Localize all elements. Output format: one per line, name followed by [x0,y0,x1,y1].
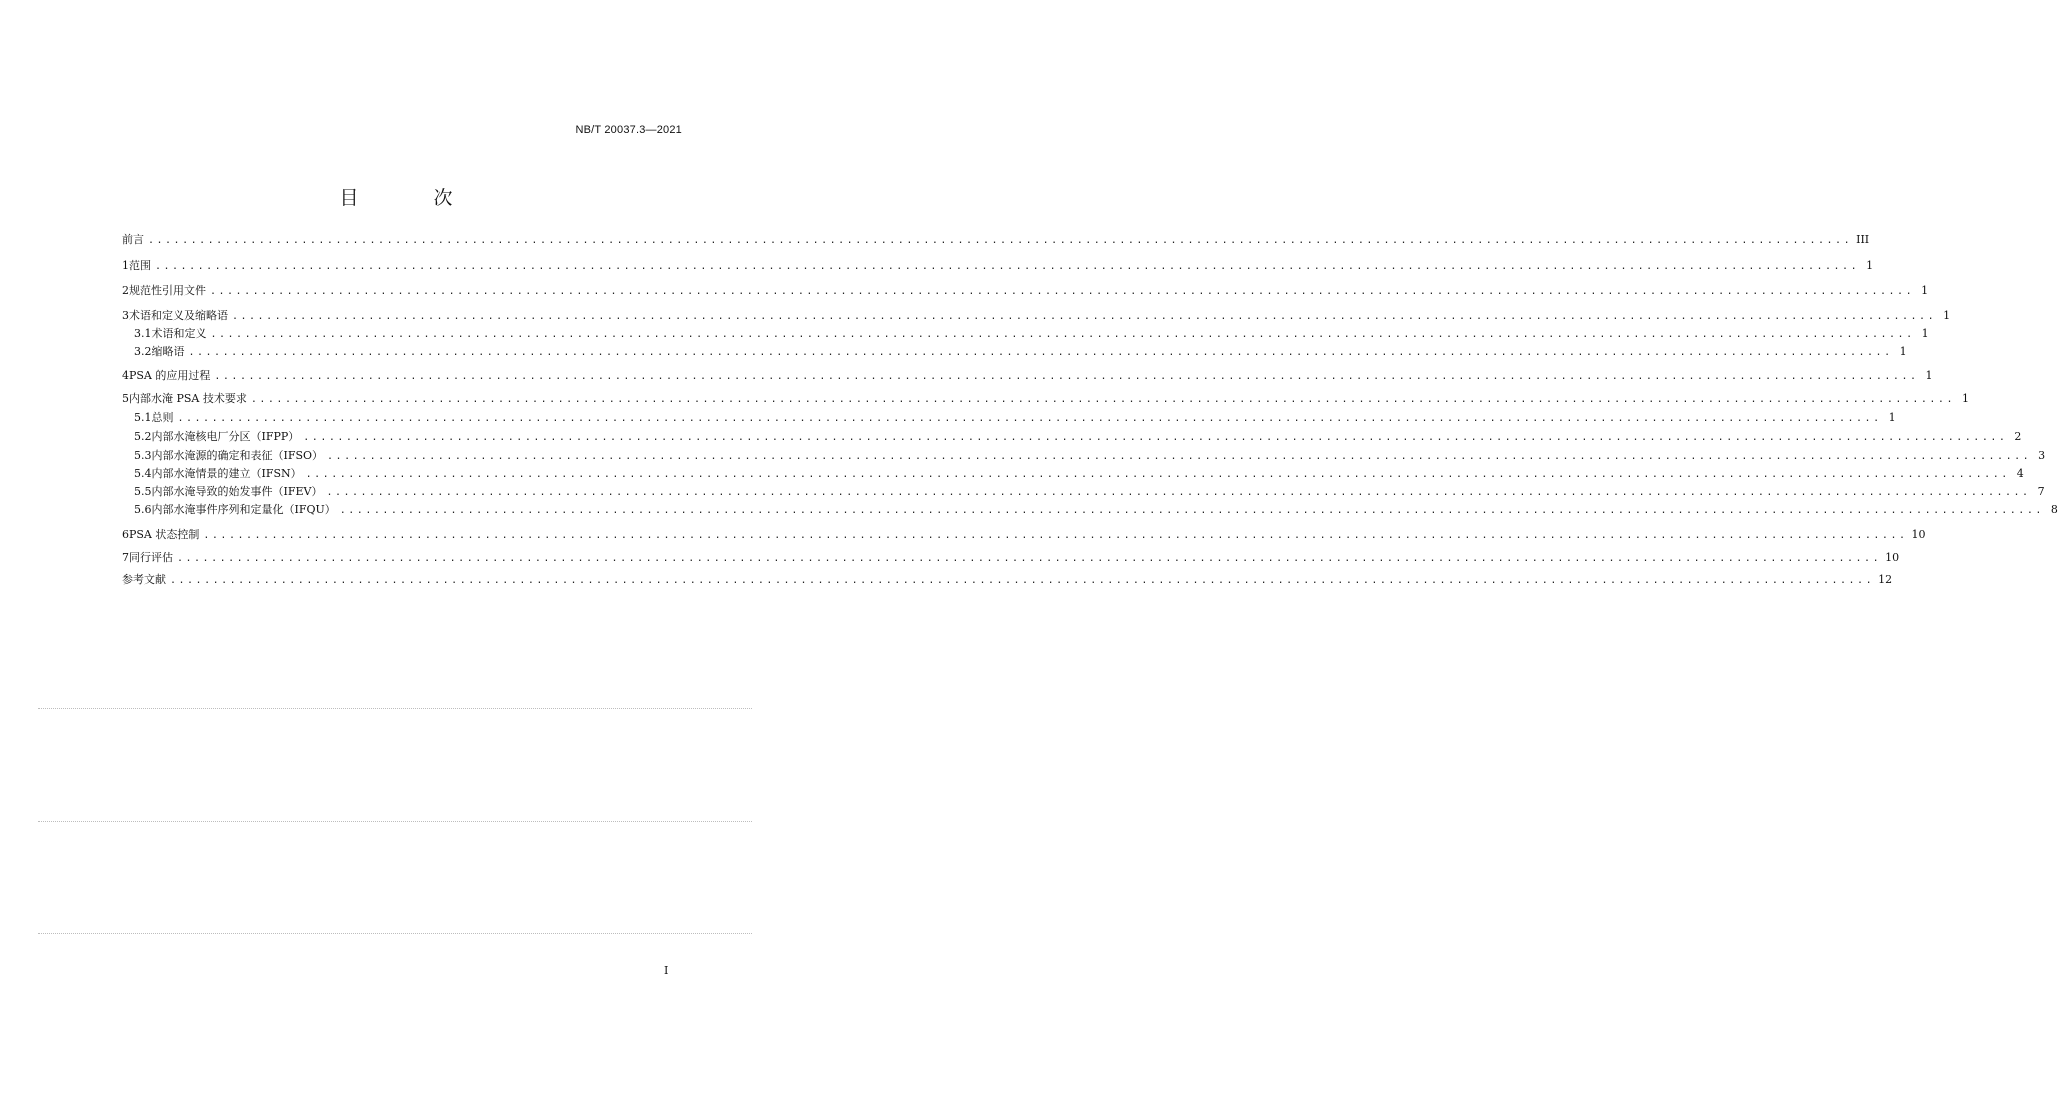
toc-entry-number: 5.6 [134,503,152,516]
toc-entry-5-3[interactable] [134,448,2046,465]
toc-entry-page: 3 [2038,449,2046,462]
toc-entry-label: 内部水淹情景的建立（IFSN） [151,467,302,480]
toc-entry-label: 总则 [151,411,174,424]
toc-dot-leader: ........................................................................................................................................................................................................ [170,575,1875,586]
toc-dot-leader: ........................................................................................................................................................................................................ [339,505,2044,516]
toc-entry-3-1[interactable] [134,326,1929,343]
toc-dot-leader: ........................................................................................................................................................................................................ [188,347,1893,358]
toc-entry-number: 5.3 [134,449,152,462]
toc-entry-7[interactable] [122,550,1900,567]
toc-dot-leader: ........................................................................................................................................................................................................ [177,413,1882,424]
toc-entry-number: 1 [122,259,129,272]
toc-entry-number: 5 [122,392,129,405]
toc-dot-leader: ........................................................................................................................................................................................................ [177,553,1882,564]
toc-entry-number: 3.1 [134,327,152,340]
toc-entry-page: 1 [1921,327,1929,340]
toc-entry-number: 2 [122,284,129,297]
toc-entry-label: 内部水淹事件序列和定量化（IFQU） [151,503,336,516]
toc-dot-leader: ........................................................................................................................................................................................................ [214,371,1919,382]
toc-dot-leader: ........................................................................................................................................................................................................ [305,469,2010,480]
toc-entry-number: 6 [122,528,129,541]
toc-entry-3-2[interactable] [134,344,1907,361]
toc-entry-label: 参考文献 [122,573,166,586]
toc-entry-6[interactable] [122,527,1926,544]
toc-entry-3[interactable] [122,308,1951,325]
dotted-separator [38,933,752,934]
toc-entry-page: 1 [1866,259,1874,272]
toc-entry-5-1[interactable] [134,410,1896,427]
toc-entry-page: 10 [1911,528,1926,541]
toc-title: 目 次 [339,187,481,209]
toc-entry-5-6[interactable] [134,502,2058,519]
toc-dot-leader: ........................................................................................................................................................................................................ [327,451,2032,462]
toc-entry-label: PSA 的应用过程 [129,369,211,382]
toc-entry-5-4[interactable] [134,466,2024,483]
toc-entry-page: 10 [1885,551,1900,564]
toc-entry-label: 内部水淹 PSA 技术要求 [129,392,247,405]
toc-entry-label: 范围 [129,259,151,272]
toc-entry-label: 内部水淹导致的始发事件（IFEV） [151,485,323,498]
toc-entry-number: 5.2 [134,430,152,443]
toc-entry-page: 8 [2050,503,2058,516]
toc-entry-number: 3 [122,309,129,322]
toc-entry-page: 1 [1925,369,1933,382]
toc-entry-label: 术语和定义及缩略语 [129,309,228,322]
toc-entry-page: 1 [1888,411,1896,424]
toc-entry-number: 4 [122,369,129,382]
toc-entry-4[interactable] [122,368,1933,385]
toc-entry-page: 1 [1961,392,1969,405]
toc-entry-page: 7 [2037,485,2045,498]
toc-entry-label: PSA 状态控制 [129,528,200,541]
toc-entry-label: 术语和定义 [151,327,207,340]
toc-entry-5[interactable] [122,391,1969,408]
document-code: NB/T 20037.3—2021 [575,124,682,136]
toc-dot-leader: ........................................................................................................................................................................................................ [210,329,1915,340]
toc-entry-2[interactable] [122,283,1929,300]
dotted-separator [38,821,752,822]
toc-entry-label: 缩略语 [151,345,185,358]
toc-entry-page: 1 [1899,345,1907,358]
toc-entry-1[interactable] [122,258,1874,275]
toc-entry-number: 3.2 [134,345,152,358]
toc-entry-5-5[interactable] [134,484,2045,501]
toc-entry-label: 内部水淹源的确定和表征（IFSO） [151,449,324,462]
toc-entry-label: 前言 [122,233,144,246]
toc-entry-number: 7 [122,551,129,564]
toc-entry-label: 内部水淹核电厂分区（IFPP） [151,430,300,443]
toc-entry-page: 2 [2014,430,2022,443]
toc-entry-label: 规范性引用文件 [129,284,206,297]
toc-entry-label: 同行评估 [129,551,173,564]
toc-dot-leader: ........................................................................................................................................................................................................ [155,261,1860,272]
toc-dot-leader: ........................................................................................................................................................................................................ [303,432,2008,443]
page-number: I [664,964,669,977]
toc-entry-page: 1 [1921,284,1929,297]
toc-entry-number: 5.4 [134,467,152,480]
toc-dot-leader: ........................................................................................................................................................................................................ [250,394,1955,405]
toc-entry-page: 12 [1878,573,1893,586]
toc-entry-5-2[interactable] [134,429,2022,446]
toc-entry-page: III [1856,233,1870,246]
toc-dot-leader: ........................................................................................................................................................................................................ [148,235,1853,246]
toc-dot-leader: ........................................................................................................................................................................................................ [232,311,1937,322]
toc-entry-number: 5.5 [134,485,152,498]
toc-dot-leader: ........................................................................................................................................................................................................ [210,286,1915,297]
toc-dot-leader: ........................................................................................................................................................................................................ [203,530,1908,541]
toc-entry-foreword[interactable] [122,232,1870,249]
toc-entry-page: 1 [1943,309,1951,322]
toc-entry-references[interactable] [122,572,1893,589]
toc-entry-number: 5.1 [134,411,152,424]
toc-dot-leader: ........................................................................................................................................................................................................ [326,487,2031,498]
dotted-separator [38,708,752,709]
toc-entry-page: 4 [2016,467,2024,480]
